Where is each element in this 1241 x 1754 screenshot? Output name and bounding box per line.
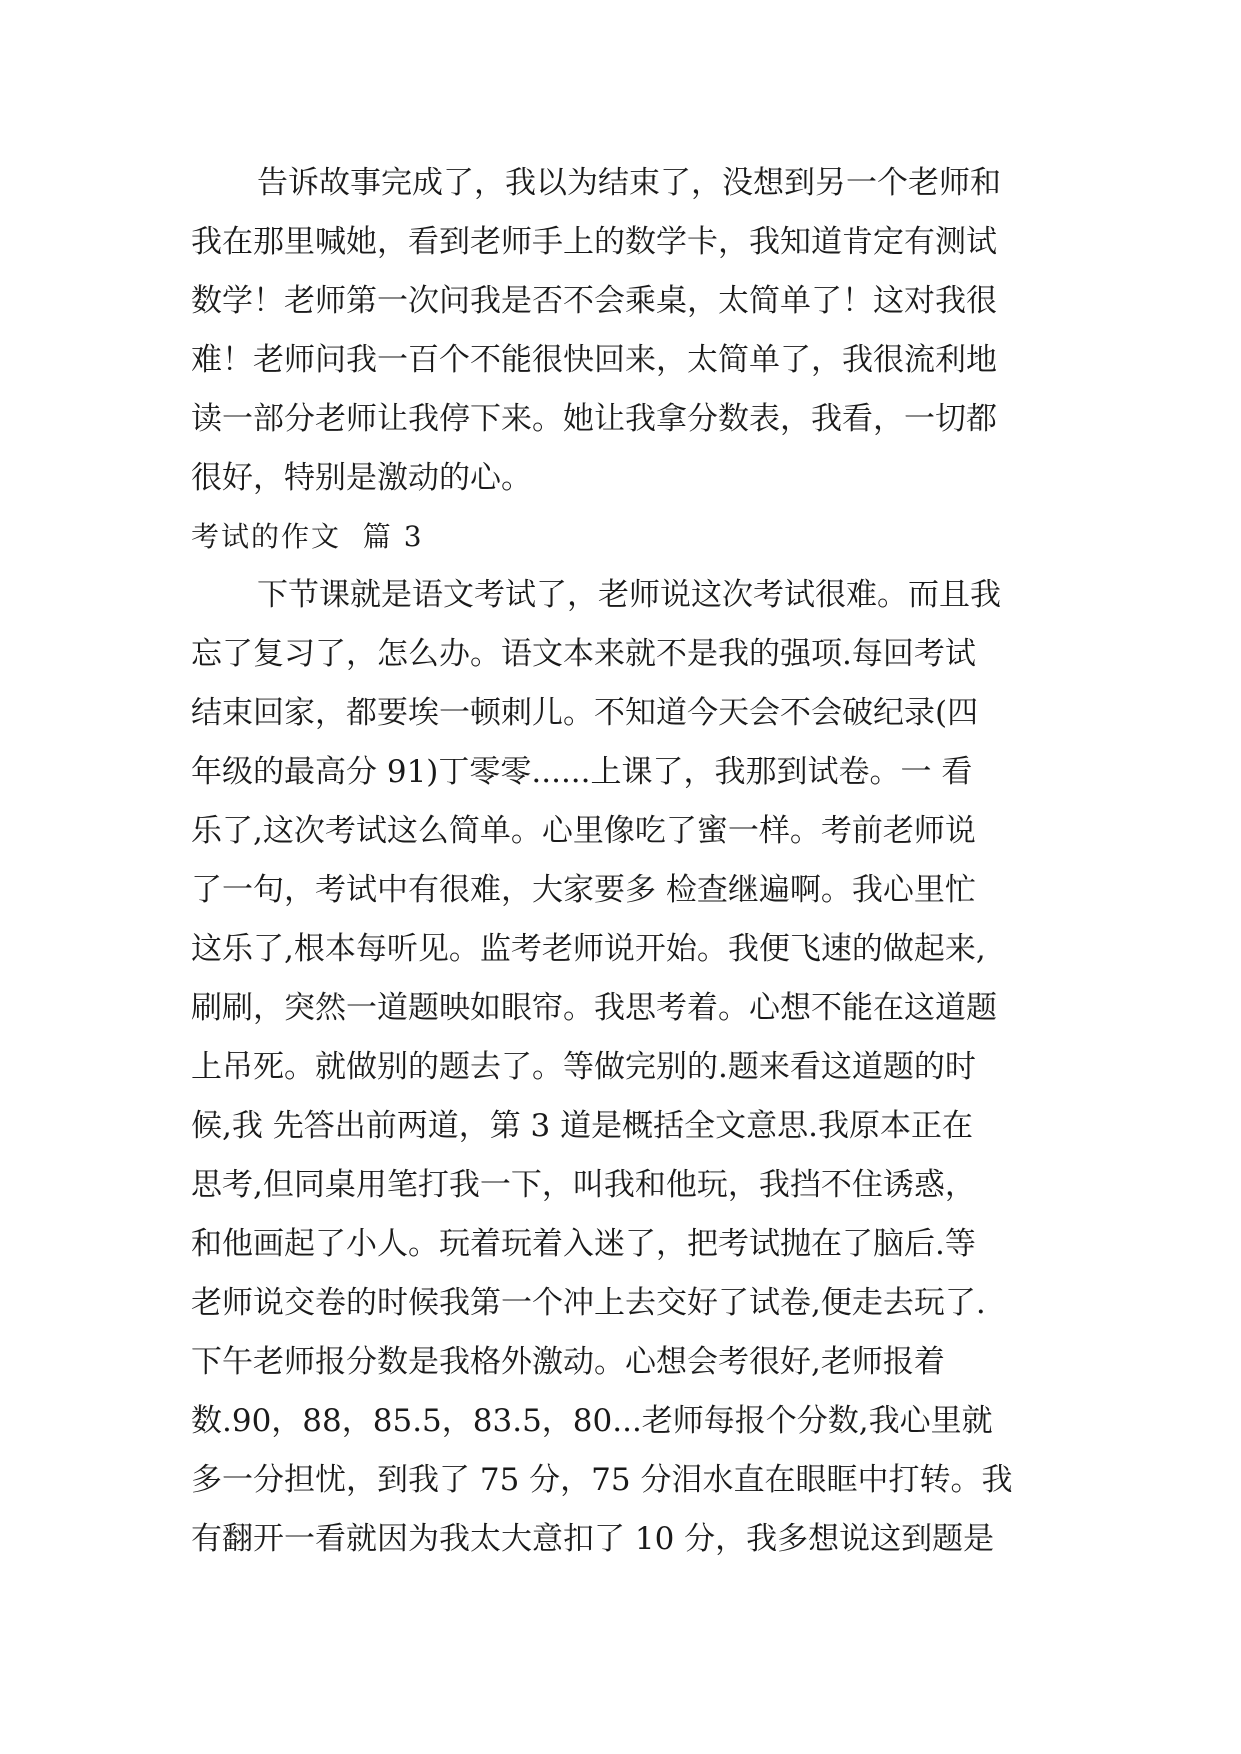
text-line: 多一分担忧，到我了 75 分，75 分泪水直在眼眶中打转。我 bbox=[191, 1462, 1013, 1498]
text-line: 告诉故事完成了，我以为结束了，没想到另一个老师和 bbox=[257, 165, 1001, 201]
text-line: 有翻开一看就因为我太大意扣了 10 分，我多想说这到题是 bbox=[191, 1521, 995, 1557]
text-line: 上吊死。就做别的题去了。等做完别的.题来看这道题的时 bbox=[191, 1049, 976, 1085]
text-line: 思考,但同桌用笔打我一下，叫我和他玩，我挡不住诱惑， bbox=[191, 1167, 976, 1203]
text-line: 老师说交卷的时候我第一个冲上去交好了试卷,便走去玩了. bbox=[191, 1285, 986, 1321]
text-line: 下午老师报分数是我格外激动。心想会考很好,老师报着 bbox=[191, 1344, 945, 1380]
text-line: 年级的最高分 91)丁零零......上课了，我那到试卷。一 看 bbox=[191, 754, 973, 790]
text-line: 很好，特别是激动的心。 bbox=[191, 460, 532, 496]
section-heading: 考试的作文 篇 3 bbox=[191, 520, 424, 553]
text-line: 了一句，考试中有很难，大家要多 检查继遍啊。我心里忙 bbox=[191, 872, 976, 908]
text-line: 忘了复习了，怎么办。语文本来就不是我的强项.每回考试 bbox=[191, 636, 976, 672]
text-line: 读一部分老师让我停下来。她让我拿分数表，我看，一切都 bbox=[191, 401, 997, 437]
text-line: 数.90，88，85.5，83.5，80...老师每报个分数,我心里就 bbox=[191, 1403, 993, 1439]
text-line: 乐了,这次考试这么简单。心里像吃了蜜一样。考前老师说 bbox=[191, 813, 976, 849]
text-line: 我在那里喊她，看到老师手上的数学卡，我知道肯定有测试 bbox=[191, 224, 997, 260]
text-line: 数学！老师第一次问我是否不会乘桌，太简单了！这对我很 bbox=[191, 283, 997, 319]
text-line: 刷刷，突然一道题映如眼帘。我思考着。心想不能在这道题 bbox=[191, 990, 997, 1026]
text-line: 下节课就是语文考试了，老师说这次考试很难。而且我 bbox=[257, 577, 1001, 613]
text-line: 和他画起了小人。玩着玩着入迷了，把考试抛在了脑后.等 bbox=[191, 1226, 976, 1262]
text-line: 难！老师问我一百个不能很快回来，太简单了，我很流利地 bbox=[191, 342, 997, 378]
text-line: 候,我 先答出前两道，第 3 道是概括全文意思.我原本正在 bbox=[191, 1108, 973, 1144]
text-line: 结束回家，都要埃一顿刺儿。不知道今天会不会破纪录(四 bbox=[191, 695, 979, 731]
text-line: 这乐了,根本每听见。监考老师说开始。我便飞速的做起来, bbox=[191, 931, 986, 967]
